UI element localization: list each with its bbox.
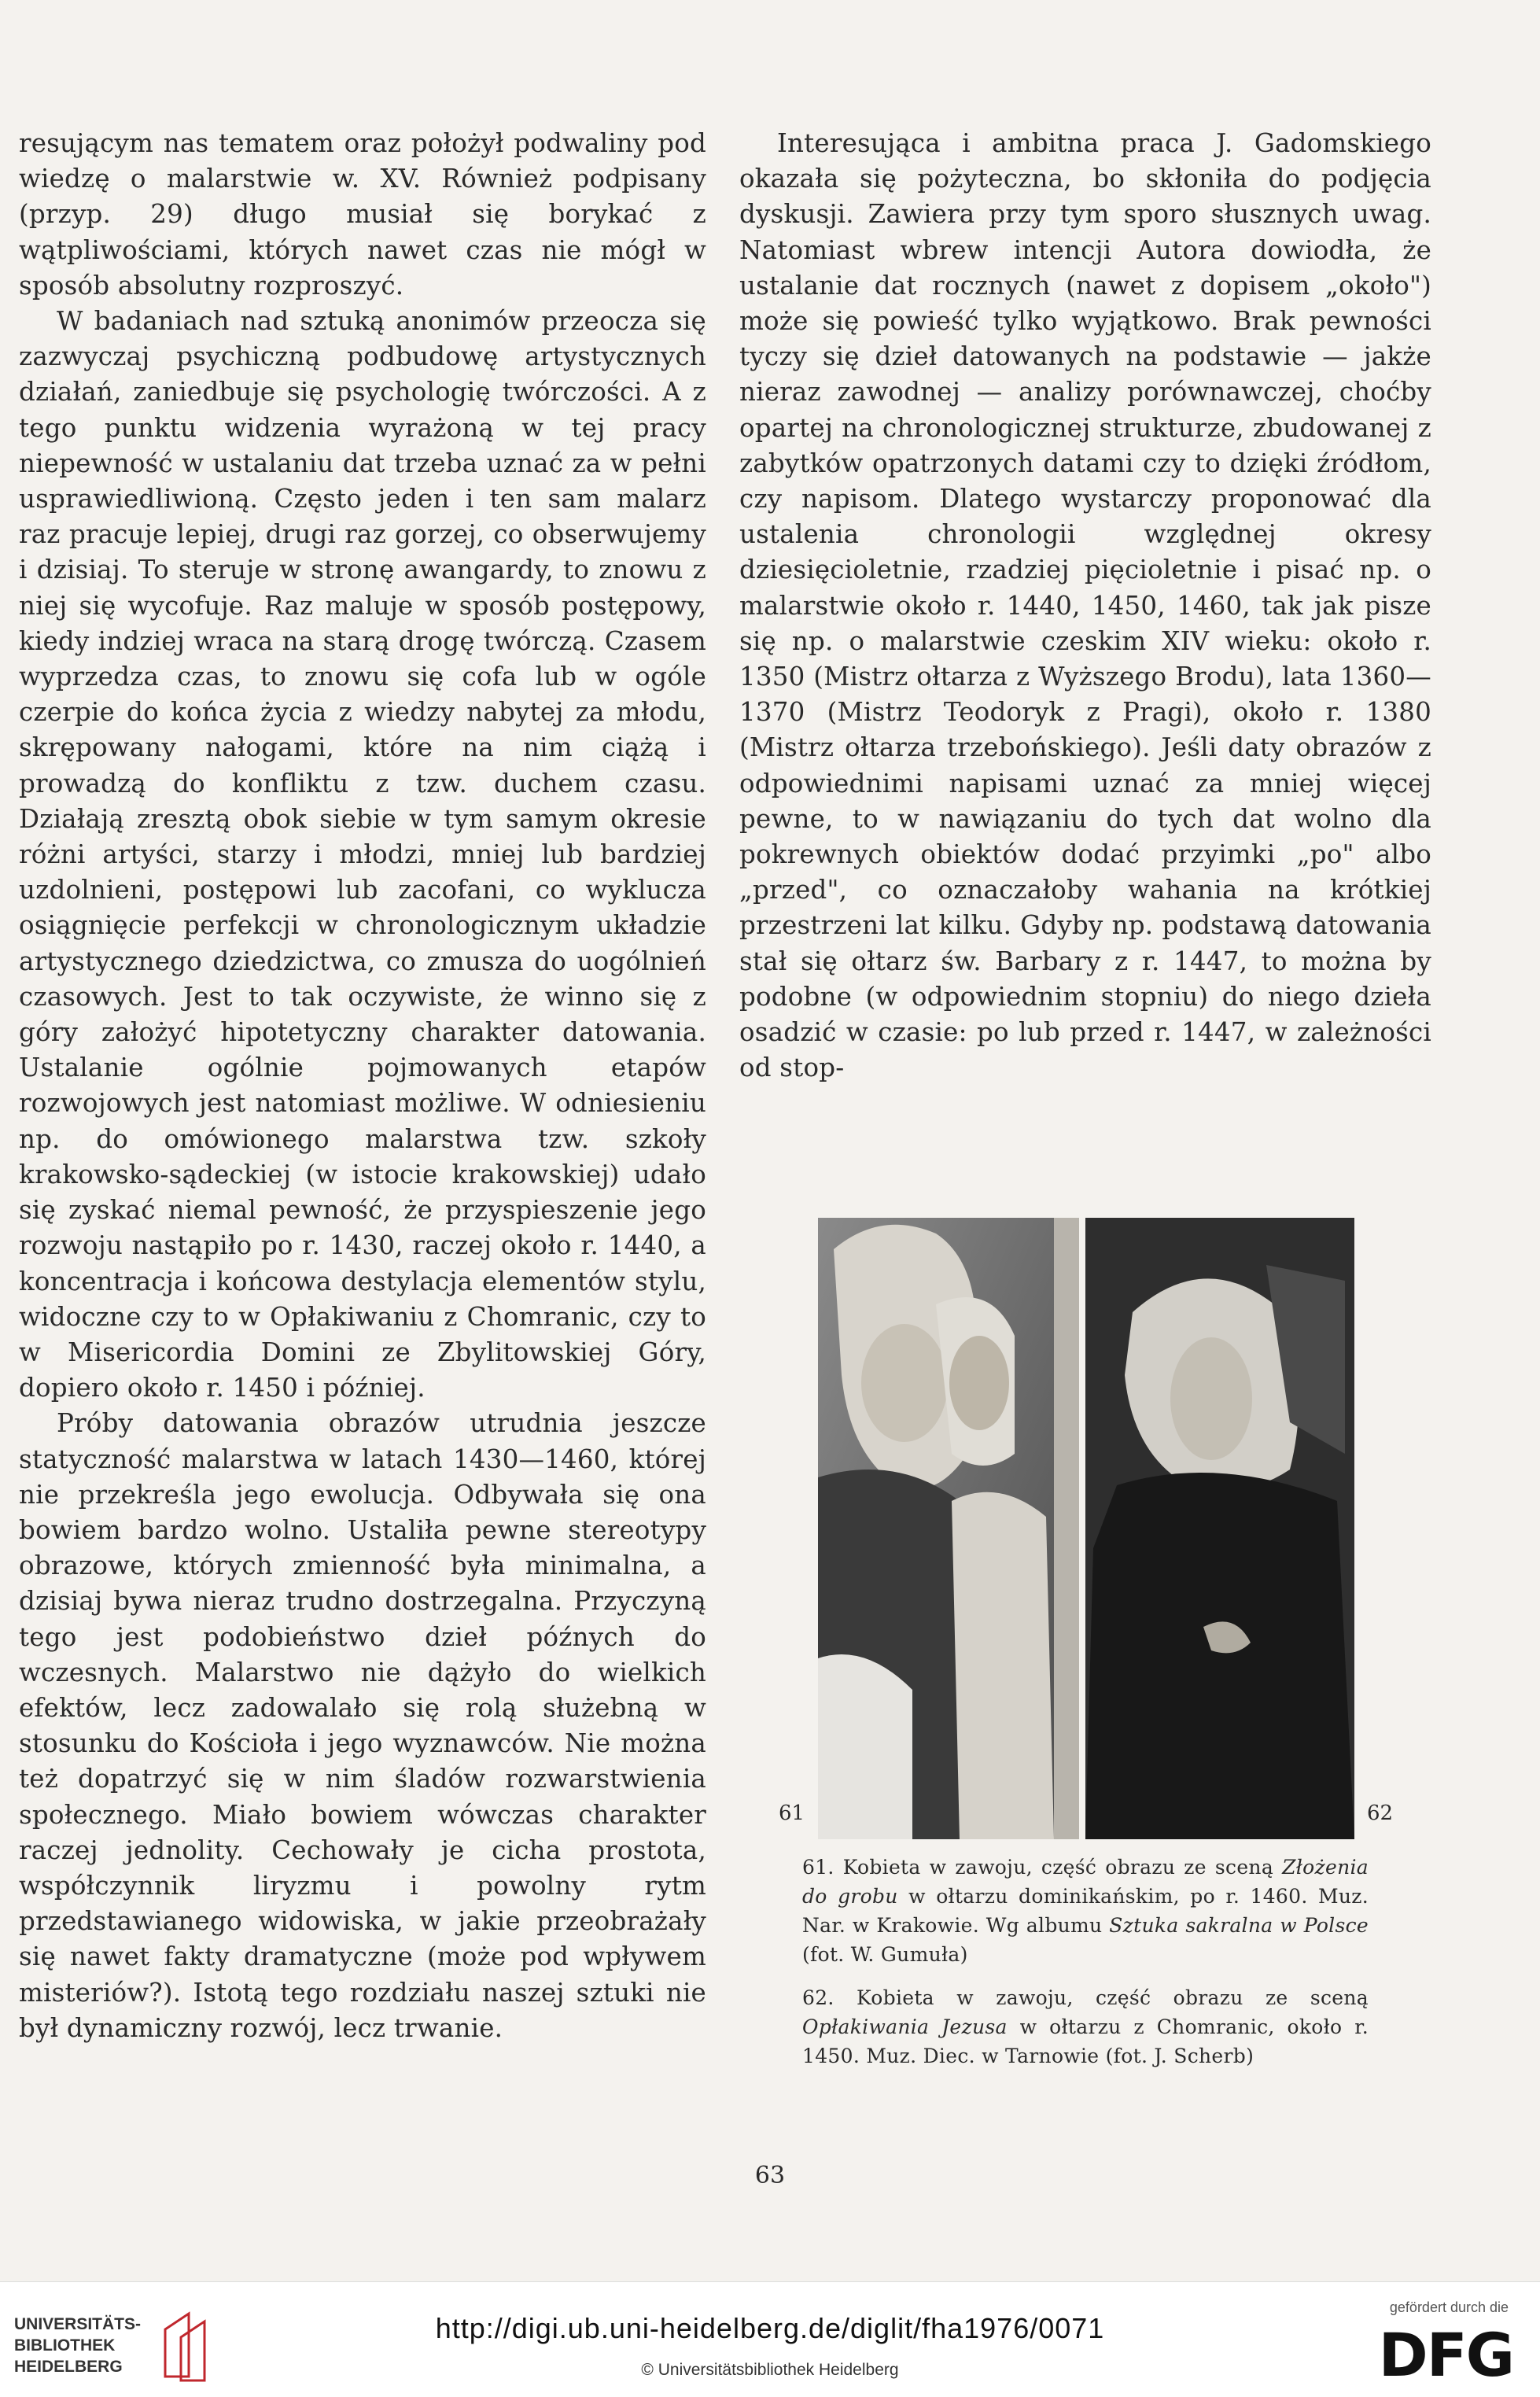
right-text-column <box>739 126 1431 1086</box>
paragraph: Próby datowania obrazów utrudnia jeszcze statyczność malarstwa w latach 1430—1460, której nie przekreśla jego ewolucja. Odbywała się ona bowiem bardzo wolno. Ustaliła pewne stereotypy obrazowe, których zmienność była minimalna, a dzisiaj bywa nieraz trudno dostrzegalna. Przyczyną tego jest podobieństwo dzieł późnych do wczesnych. Malarstwo nie dążyło do wielkich efektów, lecz zadowalało się rolą służebną w stosunku do Kościoła i jego wyznawców. Nie można też dopatrzyć się w nim śladów rozwarstwienia społecznego. Miało bowiem wówczas charakter raczej jednolity. Cechowały je cicha prostota, współczynnik liryzmu i powolny rytm przedstawianego widowiska, w jakie przeobrażały się nawet fakty dramatyczne (może pod wpływem misteriów?). Istotą tego rozdziału naszej sztuki nie był dynamiczny rozwój, lecz trwanie. <box>19 1408 706 2043</box>
sponsor-label: gefördert durch die <box>1389 2299 1509 2315</box>
left-text-column <box>19 126 706 2046</box>
dfg-logo: DFG <box>1378 2320 1513 2390</box>
figure-plates <box>818 1218 1354 1839</box>
figure-61-number: 61 <box>779 1801 805 1825</box>
figure-captions <box>802 1853 1369 2085</box>
figure-61-image <box>818 1218 1079 1839</box>
digitization-footer <box>0 2281 1540 2397</box>
copyright-notice: © Universitätsbibliothek Heidelberg <box>641 2361 899 2379</box>
figure-62-image <box>1085 1218 1354 1839</box>
paragraph: Interesująca i ambitna praca J. Gadomskiego okazała się pożyteczna, bo skłoniła do podjęcia dyskusji. Zawiera przy tym sporo słusznych uwag. Natomiast wbrew intencji Autora dowiodła, że ustalanie dat rocznych (nawet z dopisem „około") może się powieść tylko wyjątkowo. Brak pewności tyczy się dzieł datowanych na podstawie — jakże nieraz zawodnej — analizy porównawczej, choćby opartej na chronologicznej strukturze, zbudowanej z zabytków opatrzonych datami czy to dzięki źródłom, czy napisom. Dlatego wystarczy proponować dla ustalenia chronologii względnej okresy dziesięcioletnie, rzadziej pięcioletnie i pisać np. o malarstwie około r. 1440, 1450, 1460, tak jak pisze się np. o malarstwie czeskim XIV wieku: około r. 1350 (Mistrz ołtarza z Wyższego Brodu), lata 1360—1370 (Mistrz Teodoryk z Pragi), około r. 1380 (Mistrz ołtarza trzebońskiego). Jeśli daty obrazów z odpowiednimi napisami uznać za mniej więcej pewne, to w nawiązaniu do tych dat wolno dla pokrewnych obiektów dodać przyimki „po" albo „przed", co oznaczałoby wahania na krótkiej przestrzeni lat kilku. Gdyby np. podstawą datowania stał się ołtarz św. Barbary z r. 1447, to można by podobne (w odpowiednim stopniu) do niego dzieła osadzić w czasie: po lub przed r. 1447, w zależności od stop- <box>739 128 1431 1083</box>
caption-61: 61. Kobieta w zawoju, część obrazu ze sceną Złożenia do grobu w ołtarzu dominikańskim, po r. 1460. Muz. Nar. w Krakowie. Wg albumu Sztuka sakralna w Polsce (fot. W. Gumuła) <box>802 1856 1369 1966</box>
page-number: 63 <box>754 2162 786 2189</box>
source-url-link[interactable]: http://digi.ub.uni-heidelberg.de/diglit/fha1976/0071 <box>435 2312 1105 2344</box>
figure-62-number: 62 <box>1367 1801 1394 1825</box>
library-name: UNIVERSITÄTS- BIBLIOTHEK HEIDELBERG <box>14 2315 142 2376</box>
paragraph: W badaniach nad sztuką anonimów przeocza się zazwyczaj psychiczną podbudowę artystycznych działań, zaniedbuje się psychologię twórczości. A z tego punktu widzenia wyrażoną w tej pracy niepewność w ustalaniu dat trzeba uznać za w pełni usprawiedliwioną. Często jeden i ten sam malarz raz pracuje lepiej, drugi raz gorzej, co obserwujemy i dzisiaj. To steruje w stronę awangardy, to znowu z niej się wycofuje. Raz maluje w sposób postępowy, kiedy indziej wraca na starą drogę twórczą. Czasem wyprzedza czas, to znowu się cofa lub w ogóle czerpie do końca życia z wiedzy nabytej za młodu, skrępowany nałogami, które na nim ciążą i prowadzą do konfliktu z tzw. duchem czasu. Działają zresztą obok siebie w tym samym okresie różni artyści, starzy i młodzi, mniej lub bardziej uzdolnieni, postępowi lub zacofani, co wyklucza osiągnięcie perfekcji w chronologicznym układzie artystycznego dziedzictwa, co zmusza do uogólnień czasowych. Jest to tak oczywiste, że winno się z góry założyć hipotetyczny charakter datowania. Ustalanie ogólnie pojmowanych etapów rozwojowych jest natomiast możliwe. W odniesieniu np. do omówionego malarstwa tzw. szkoły krakowsko-sądeckiej (w istocie krakowskiej) udało się zyskać niemal pewność, że przyspieszenie jego rozwoju nastąpiło po r. 1430, raczej około r. 1440, a koncentracja i końcowa destylacja elementów stylu, widoczne czy to w Opłakiwaniu z Chomranic, czy to w Misericordia Domini ze Zbylitowskiej Góry, dopiero około r. 1450 i później. <box>19 306 706 1403</box>
caption-62: 62. Kobieta w zawoju, część obrazu ze sceną Opłakiwania Jezusa w ołtarzu z Chomranic, około r. 1450. Muz. Diec. w Tarnowie (fot. J. Scherb) <box>802 1986 1369 2067</box>
paragraph: resującym nas tematem oraz położył podwaliny pod wiedzę o malarstwie w. XV. Również podpisany (przyp. 29) długo musiał się borykać z wątpliwościami, których nawet czas nie mógł w sposób absolutny rozproszyć. <box>19 128 706 301</box>
